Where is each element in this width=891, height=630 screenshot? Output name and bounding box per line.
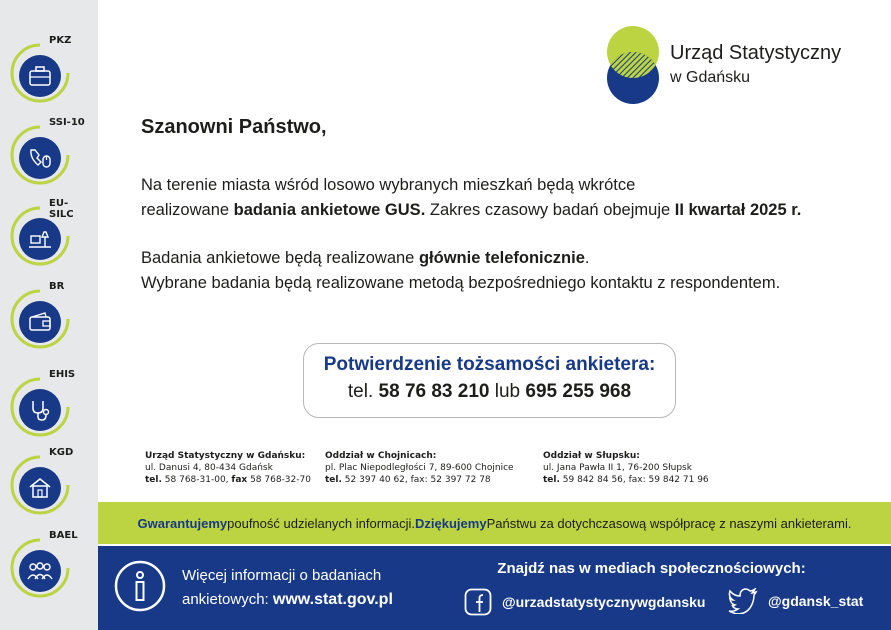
emphasis: Dziękujemy bbox=[415, 515, 487, 531]
address-heading: Urząd Statystyczny w Gdańsku: bbox=[145, 451, 306, 461]
survey-kgd bbox=[8, 447, 92, 517]
address-chojnice bbox=[325, 450, 514, 486]
address-street: ul. Jana Pawła II 1, 76-200 Słupsk bbox=[543, 463, 692, 473]
twitter-icon bbox=[728, 588, 758, 614]
survey-br bbox=[8, 281, 92, 351]
survey-label: EU-SILC bbox=[49, 198, 74, 220]
survey-bael bbox=[8, 530, 92, 600]
people-icon bbox=[19, 550, 61, 592]
tel-value: 58 768-31-00, bbox=[161, 475, 232, 485]
text: Państwu za dotychczasową współpracę z naszymi ankieterami. bbox=[486, 515, 852, 531]
facebook-icon bbox=[464, 588, 492, 616]
info-icon bbox=[114, 560, 166, 612]
info-line: Więcej informacji o badaniach bbox=[182, 567, 382, 584]
sidebar bbox=[0, 0, 98, 630]
address-heading: Oddział w Chojnicach: bbox=[325, 451, 437, 461]
info-text bbox=[182, 564, 393, 612]
address-slupsk bbox=[543, 450, 709, 486]
phone-number[interactable]: 58 76 83 210 bbox=[378, 381, 490, 402]
text: . bbox=[584, 249, 590, 267]
fax-label: fax bbox=[231, 475, 248, 485]
logo bbox=[606, 25, 866, 105]
survey-label: SSI-10 bbox=[49, 117, 85, 128]
social-panel bbox=[412, 546, 891, 630]
emphasis: Gwarantujemy bbox=[137, 515, 228, 531]
paragraph-2 bbox=[141, 246, 780, 296]
tel-label: tel. bbox=[543, 475, 560, 485]
website-link[interactable]: www.stat.gov.pl bbox=[272, 591, 393, 608]
verification-box bbox=[303, 343, 676, 418]
emphasis: badania ankietowe GUS. bbox=[233, 201, 426, 219]
survey-label: PKZ bbox=[49, 35, 72, 46]
verification-title: Potwierdzenie tożsamości ankietera: bbox=[323, 354, 656, 375]
tel-label: tel. bbox=[145, 475, 162, 485]
emphasis: głównie telefonicznie bbox=[418, 249, 585, 267]
briefcase-icon bbox=[19, 55, 61, 97]
info-line bbox=[182, 588, 393, 612]
stethoscope-icon bbox=[19, 389, 61, 431]
social-title: Znajdź nas w mediach społecznościowych: bbox=[497, 560, 806, 577]
tel-value: 59 842 84 56, fax: 59 842 71 96 bbox=[559, 475, 709, 485]
paragraph-line bbox=[141, 198, 801, 223]
wallet-icon bbox=[19, 301, 61, 343]
greeting: Szanowni Państwo, bbox=[141, 116, 327, 138]
logo-subtitle: w Gdańsku bbox=[670, 69, 751, 86]
survey-pkz bbox=[8, 35, 92, 105]
survey-label: KGD bbox=[49, 447, 74, 458]
survey-label: BAEL bbox=[49, 530, 78, 541]
survey-eu-silc bbox=[8, 198, 92, 268]
paragraph-line bbox=[141, 246, 780, 271]
address-heading: Oddział w Słupsku: bbox=[543, 451, 640, 461]
verification-phones bbox=[304, 381, 675, 403]
address-gdansk bbox=[145, 450, 311, 486]
desk-lamp-icon bbox=[19, 218, 61, 260]
survey-ehis bbox=[8, 369, 92, 439]
paragraph-line: Na terenie miasta wśród losowo wybranych mieszkań będą wkrótce bbox=[141, 176, 636, 194]
logo-title: Urząd Statystyczny bbox=[670, 42, 842, 64]
address-street: ul. Danusi 4, 80-434 Gdańsk bbox=[145, 463, 273, 473]
twitter-link[interactable] bbox=[728, 588, 863, 614]
fax-value: 58 768-32-70 bbox=[247, 475, 311, 485]
text: realizowane bbox=[141, 201, 234, 219]
phone-number[interactable]: 695 255 968 bbox=[525, 381, 632, 402]
paragraph-1 bbox=[141, 173, 801, 223]
text: lub bbox=[489, 381, 526, 402]
confidentiality-banner bbox=[98, 502, 891, 544]
text: poufność udzielanych informacji. bbox=[227, 515, 416, 531]
emphasis: II kwartał 2025 r. bbox=[674, 201, 802, 219]
text: Zakres czasowy badań obejmuje bbox=[425, 201, 675, 219]
house-icon bbox=[19, 467, 61, 509]
paragraph-line: Wybrane badania będą realizowane metodą bezpośredniego kontaktu z respondentem. bbox=[141, 274, 781, 292]
survey-label: EHIS bbox=[49, 369, 76, 380]
phone-mouse-icon bbox=[19, 137, 61, 179]
survey-ssi10 bbox=[8, 117, 92, 187]
text: tel. bbox=[347, 381, 379, 402]
info-panel bbox=[98, 546, 412, 630]
tel-value: 52 397 40 62, fax: 52 397 72 78 bbox=[341, 475, 491, 485]
facebook-handle: @urzadstatystycznywgdansku bbox=[502, 594, 706, 610]
tel-label: tel. bbox=[325, 475, 342, 485]
survey-label: BR bbox=[49, 281, 65, 292]
text: Badania ankietowe będą realizowane bbox=[141, 249, 419, 267]
facebook-link[interactable] bbox=[464, 588, 706, 616]
text: ankietowych: bbox=[182, 591, 273, 608]
address-street: pl. Plac Niepodległości 7, 89-600 Chojnice bbox=[325, 463, 514, 473]
twitter-handle: @gdansk_stat bbox=[768, 593, 864, 609]
logo-mark-icon bbox=[606, 25, 662, 105]
